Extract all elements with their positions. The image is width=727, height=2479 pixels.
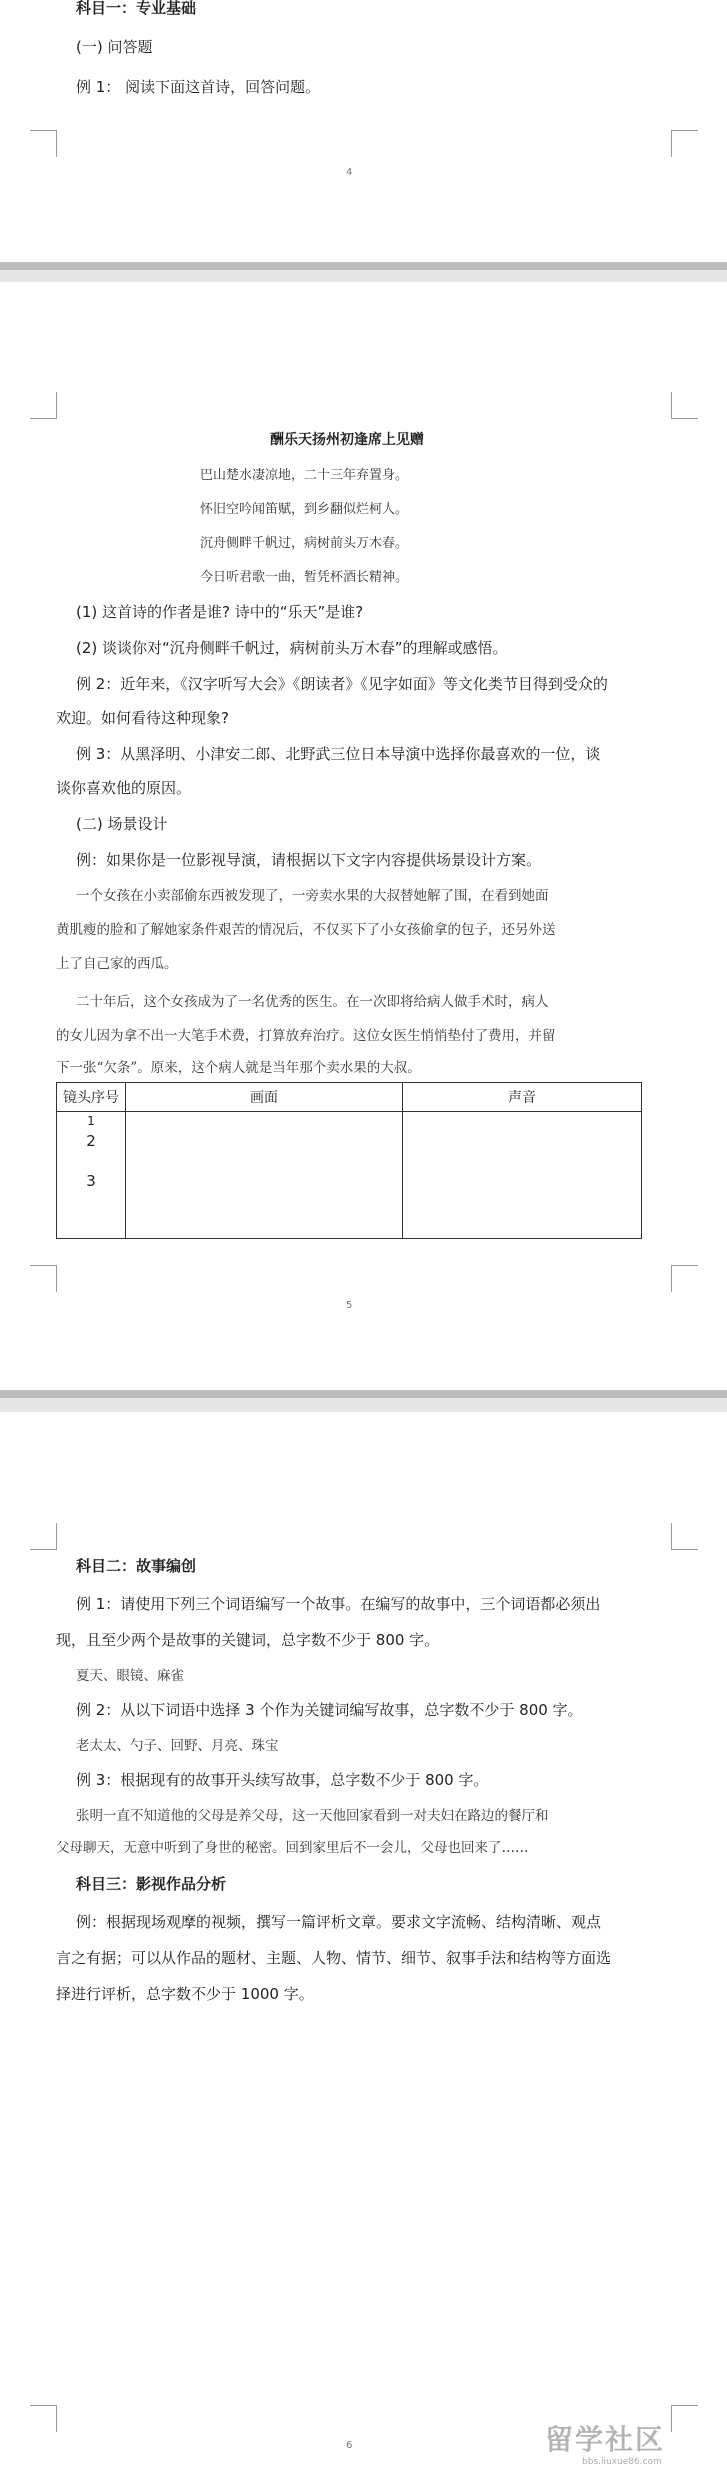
subject1-heading: 科目一：专业基础 <box>76 0 197 17</box>
watermark-url: bbs.liuxue86.com <box>582 2457 662 2467</box>
story-line: 二十年后，这个女孩成为了一名优秀的医生。在一次即将给病人做手术时，病人 <box>76 994 549 1010</box>
ex2-line: 例 2：从以下词语中选择 3 个作为关键词编写故事，总字数不少于 800 字。 <box>76 1701 583 1719</box>
story-line: 下一张“欠条”。原来，这个病人就是当年那个卖水果的大叔。 <box>56 1060 421 1076</box>
poem-line: 沉舟侧畔千帆过，病树前头万木春。 <box>200 536 409 551</box>
watermark-logo: 留学社区 <box>545 2423 666 2456</box>
margin-mark <box>671 2405 698 2432</box>
poem-line: 巴山楚水凄凉地，二十三年弃置身。 <box>200 468 409 483</box>
ex1-line: 现，且至少两个是故事的关键词，总字数不少于 800 字。 <box>56 1631 440 1649</box>
story-start: 张明一直不知道他的父母是养父母，这一天他回家看到一对夫妇在路边的餐厅和 <box>76 1808 549 1824</box>
row-number: 3 <box>86 1172 96 1190</box>
header-picture: 画面 <box>126 1083 403 1112</box>
scene-example: 例：如果你是一位影视导演，请根据以下文字内容提供场景设计方案。 <box>76 851 542 869</box>
margin-mark <box>671 1265 698 1292</box>
page-number: 6 <box>346 2440 353 2451</box>
margin-mark <box>30 1265 57 1292</box>
page-number: 4 <box>346 167 353 178</box>
analysis-line: 言之有据；可以从作品的题材、主题、人物、情节、细节、叙事手法和结构等方面选 <box>56 1949 612 1967</box>
poem-line: 今日听君歌一曲，暂凭杯酒长精神。 <box>200 570 409 585</box>
question-1: (1) 这首诗的作者是谁? 诗中的“乐天”是谁? <box>76 603 364 621</box>
ex1-line: 例 1：请使用下列三个词语编写一个故事。在编写的故事中，三个词语都必须出 <box>76 1595 601 1613</box>
story-line: 的女儿因为拿不出一大笔手术费，打算放弃治疗。这位女医生悄悄垫付了费用，并留 <box>56 1028 556 1044</box>
example-2: 例 2：近年来，《汉字听写大会》《朗读者》《见字如面》等文化类节目得到受众的 <box>76 675 608 693</box>
margin-mark <box>671 1523 698 1550</box>
word-list-2: 老太太、勺子、回野、月亮、珠宝 <box>76 1738 279 1754</box>
header-sound: 声音 <box>403 1083 642 1112</box>
shot-number-cell <box>57 1112 126 1239</box>
sound-cell[interactable] <box>403 1112 642 1239</box>
word-list-1: 夏天、眼镜、麻雀 <box>76 1668 184 1684</box>
subject3-heading: 科目三：影视作品分析 <box>76 1875 227 1893</box>
story-line: 黄肌瘦的脸和了解她家条件艰苦的情况后，不仅买下了小女孩偷拿的包子，还另外送 <box>56 922 556 938</box>
story-line: 一个女孩在小卖部偷东西被发现了，一旁卖水果的大叔替她解了围，在看到她面 <box>76 888 549 904</box>
example-3: 例 3：从黑泽明、小津安二郎、北野武三位日本导演中选择你最喜欢的一位，谈 <box>76 745 601 763</box>
shot-table-row <box>57 1112 642 1239</box>
analysis-line: 例：根据现场观摩的视频，撰写一篇评析文章。要求文字流畅、结构清晰、观点 <box>76 1913 602 1931</box>
margin-mark <box>30 392 57 419</box>
section-scene-design: (二) 场景设计 <box>76 815 168 833</box>
ex3-line: 例 3：根据现有的故事开头续写故事，总字数不少于 800 字。 <box>76 1771 489 1789</box>
header-shot-number: 镜头序号 <box>57 1083 126 1112</box>
picture-cell[interactable] <box>126 1112 403 1239</box>
page-number: 5 <box>346 1300 353 1311</box>
row-number: 1 <box>87 1114 95 1128</box>
example-2-cont: 欢迎。如何看待这种现象? <box>56 709 229 727</box>
margin-mark <box>671 392 698 419</box>
margin-mark <box>30 130 57 157</box>
page-gap <box>0 1390 727 1412</box>
section-qa: (一) 问答题 <box>76 38 153 56</box>
analysis-line: 择进行评析，总字数不少于 1000 字。 <box>56 1985 314 2003</box>
story-start: 父母聊天，无意中听到了身世的秘密。回到家里后不一会儿，父母也回来了…… <box>56 1840 529 1856</box>
example-3-cont: 谈你喜欢他的原因。 <box>56 779 192 797</box>
poem-line: 怀旧空吟闻笛赋，到乡翻似烂柯人。 <box>200 502 409 517</box>
row-number: 2 <box>86 1132 96 1150</box>
poem-title: 酬乐天扬州初逢席上见赠 <box>270 432 424 448</box>
margin-mark <box>30 2405 57 2432</box>
page-gap <box>0 262 727 282</box>
shot-table <box>56 1082 642 1239</box>
shot-table-header <box>57 1083 642 1112</box>
subject2-heading: 科目二：故事编创 <box>76 1557 197 1575</box>
question-2: (2) 谈谈你对“沉舟侧畔千帆过，病树前头万木春”的理解或感悟。 <box>76 639 508 657</box>
story-line: 上了自己家的西瓜。 <box>56 956 178 972</box>
example-1: 例 1： 阅读下面这首诗，回答问题。 <box>76 78 321 96</box>
margin-mark <box>30 1523 57 1550</box>
margin-mark <box>671 130 698 157</box>
